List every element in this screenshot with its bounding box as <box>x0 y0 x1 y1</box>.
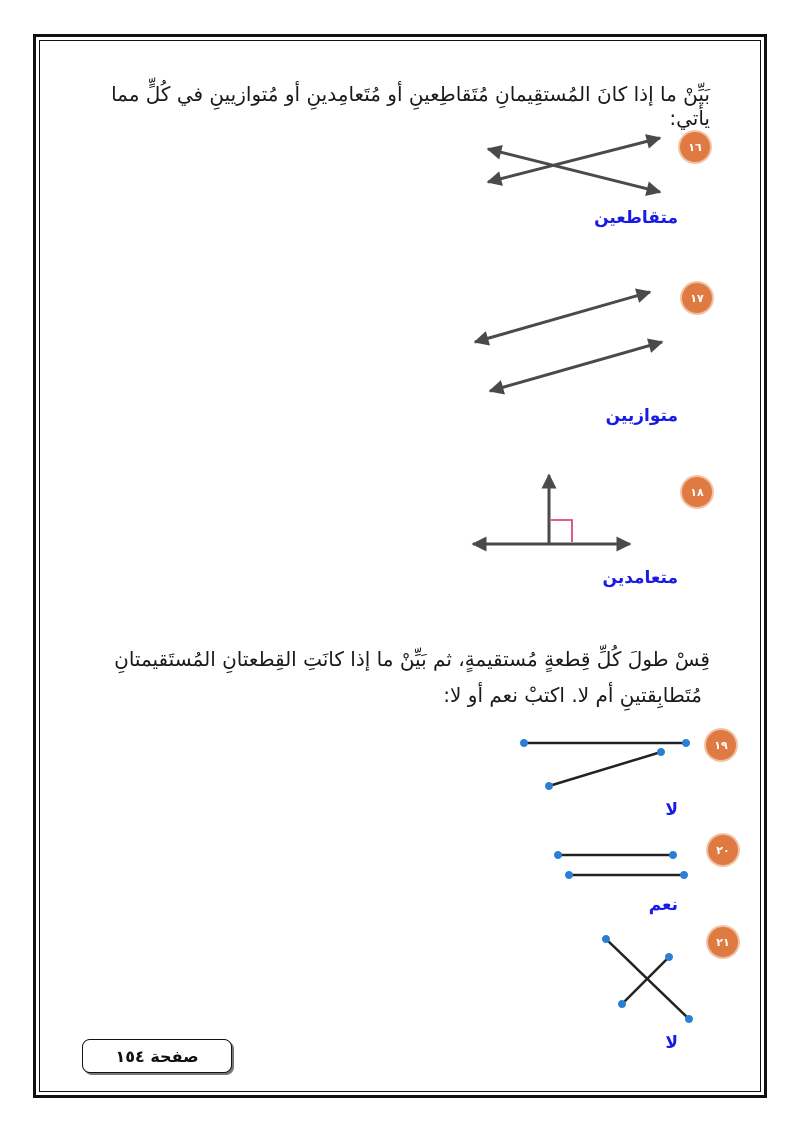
answer-20: نعم <box>648 895 678 915</box>
item-number-badge: ١٦ <box>680 132 710 162</box>
figure-perpendicular-lines <box>473 475 630 544</box>
figure-segments-21 <box>602 935 693 1023</box>
page-number-label: صفحة ١٥٤ <box>82 1039 232 1073</box>
answer-17: متوازيين <box>605 406 678 426</box>
right-angle-mark <box>551 520 572 542</box>
item-number-badge: ١٨ <box>682 477 712 507</box>
answer-18: متعامدين <box>602 568 678 588</box>
section2-instruction-line1: قِسْ طولَ كُلِّ قِطعةٍ مُستقيمةٍ، ثم بَيِّنْ ما إذا كانَتِ القِطعتانِ المُستَقيمتانِ <box>114 647 710 671</box>
section2-instruction-line2: مُتَطابِقتينِ أم لا. اكتبْ نعم أو لا: <box>443 683 702 707</box>
figure-intersecting-lines <box>488 138 660 192</box>
answer-19: لا <box>665 800 678 820</box>
figure-segments-20 <box>554 851 688 879</box>
answer-16: متقاطعين <box>594 208 678 228</box>
answer-21: لا <box>665 1033 678 1053</box>
item-number-badge: ١٩ <box>706 730 736 760</box>
figure-parallel-lines <box>475 292 662 391</box>
item-number-badge: ١٧ <box>682 283 712 313</box>
figure-segments-19 <box>520 739 690 790</box>
section1-instruction: بَيِّنْ ما إذا كانَ المُستقِيمانِ مُتَقاطِعينِ أو مُتَعامِدينِ أو مُتوازيينِ في كُلٍّ مما يأتي: <box>111 82 710 130</box>
item-number-badge: ٢٠ <box>708 835 738 865</box>
item-number-badge: ٢١ <box>708 927 738 957</box>
